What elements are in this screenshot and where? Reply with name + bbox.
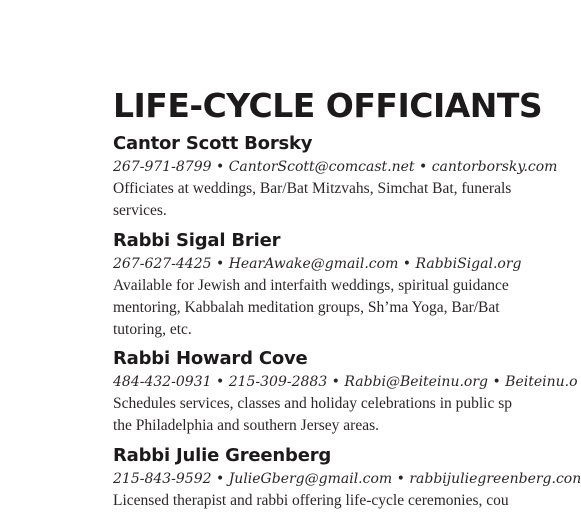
officiant-contact: 215-843-9592 • JulieGberg@gmail.com • rabbijuliegreenberg.con <box>113 471 581 487</box>
officiant-contact: 267-971-8799 • CantorScott@comcast.net • cantorborsky.com <box>113 159 558 175</box>
officiant-name: Rabbi Julie Greenberg <box>113 445 332 466</box>
section-heading: LIFE-CYCLE OFFICIANTS <box>113 86 543 125</box>
officiant-description <box>113 178 533 222</box>
description-line: Schedules services, classes and holiday celebrations in public sp <box>113 395 513 412</box>
officiant-entry <box>113 229 533 341</box>
officiant-entry <box>113 132 558 222</box>
description-line: tutoring, etc. <box>113 321 192 338</box>
description-line: mentoring, Kabbalah meditation groups, Sh’ma Yoga, Bar/Bat <box>113 299 500 316</box>
officiant-name: Rabbi Sigal Brier <box>113 230 281 251</box>
officiant-description <box>113 490 533 512</box>
officiant-contact: 484-432-0931 • 215-309-2883 • Rabbi@Beiteinu.org • Beiteinu.o <box>113 374 578 390</box>
officiant-description <box>113 275 533 341</box>
description-line: Licensed therapist and rabbi offering life-cycle ceremonies, cou <box>113 492 509 509</box>
officiant-entry <box>113 347 578 437</box>
officiant-name: Rabbi Howard Cove <box>113 348 308 369</box>
officiant-contact: 267-627-4425 • HearAwake@gmail.com • RabbiSigal.org <box>113 256 522 272</box>
description-line: Available for Jewish and interfaith weddings, spiritual guidance <box>113 277 509 294</box>
description-line: services. <box>113 202 167 219</box>
description-line: Officiates at weddings, Bar/Bat Mitzvahs, Simchat Bat, funerals <box>113 180 512 197</box>
officiant-name: Cantor Scott Borsky <box>113 133 313 154</box>
description-line: the Philadelphia and southern Jersey areas. <box>113 417 379 434</box>
officiant-description <box>113 393 533 437</box>
officiant-entry <box>113 444 581 512</box>
